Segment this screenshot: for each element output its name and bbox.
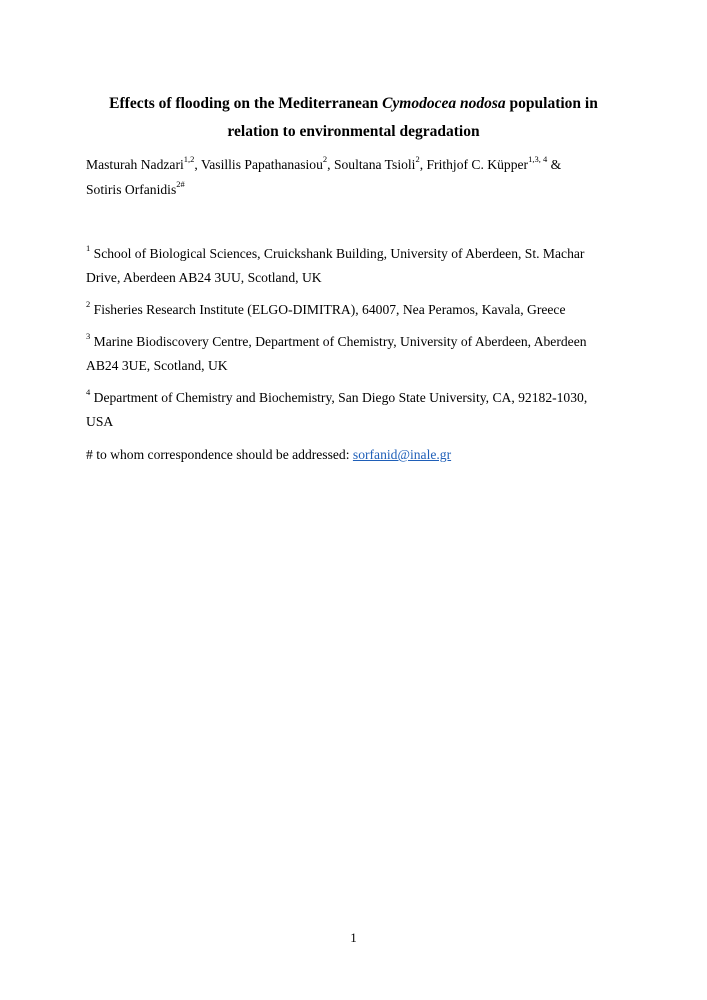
paper-title-line-2: relation to environmental degradation xyxy=(227,123,480,140)
page-number: 1 xyxy=(350,930,357,945)
author-list-line-2 xyxy=(86,181,185,199)
affiliation-4-line-1 xyxy=(86,389,587,407)
affiliation-3-line-2: AB24 3UE, Scotland, UK xyxy=(86,358,228,373)
author-affiliation: 2 xyxy=(415,154,420,165)
author-affiliation: 1,2 xyxy=(183,154,195,165)
affiliation-text: School of Biological Sciences, Cruickshank Building, University of Aberdeen, St. Machar xyxy=(90,246,585,261)
email-link[interactable]: sorfanid@inale.gr xyxy=(352,447,452,462)
author-separator: , xyxy=(419,157,427,172)
affiliation-text: Fisheries Research Institute (ELGO-DIMITRA), 64007, Nea Peramos, Kavala, Greece xyxy=(90,302,566,317)
title-text: population in xyxy=(505,95,598,112)
affiliation-text: Department of Chemistry and Biochemistry, San Diego State University, CA, 92182-1030, xyxy=(90,390,588,405)
author-name: Frithjof C. Küpper xyxy=(426,157,529,172)
author-name: Masturah Nadzari xyxy=(86,157,184,172)
affiliation-4-line-2: USA xyxy=(86,414,114,429)
affiliation-1-line-1 xyxy=(86,245,584,263)
author-list-line-1 xyxy=(86,156,561,174)
affiliation-3-line-1 xyxy=(86,333,587,351)
author-affiliation: 2# xyxy=(176,179,185,190)
affiliation-marker: 2 xyxy=(86,299,91,310)
author-name: Soultana Tsioli xyxy=(333,157,416,172)
affiliation-text: Marine Biodiscovery Centre, Department of Chemistry, University of Aberdeen, Aberdeen xyxy=(90,334,587,349)
species-name: Cymodocea nodosa xyxy=(382,95,506,112)
author-separator: , xyxy=(194,157,201,172)
author-separator: & xyxy=(547,157,562,172)
author-affiliation: 1,3, 4 xyxy=(528,154,548,165)
affiliation-marker: 1 xyxy=(86,243,91,254)
correspondence-text: # to whom correspondence should be addressed: xyxy=(86,447,353,462)
affiliation-marker: 4 xyxy=(86,387,91,398)
affiliation-1-line-2: Drive, Aberdeen AB24 3UU, Scotland, UK xyxy=(86,270,322,285)
paper-title-line-1 xyxy=(60,94,647,114)
author-name: Sotiris Orfanidis xyxy=(86,182,177,197)
title-text: Effects of flooding on the Mediterranean xyxy=(109,95,383,112)
author-name: Vasillis Papathanasiou xyxy=(200,157,323,172)
author-affiliation: 2 xyxy=(322,154,328,165)
author-separator: , xyxy=(327,157,334,172)
correspondence-line xyxy=(86,446,451,464)
affiliation-marker: 3 xyxy=(86,331,91,342)
affiliation-2-line-1 xyxy=(86,301,566,319)
